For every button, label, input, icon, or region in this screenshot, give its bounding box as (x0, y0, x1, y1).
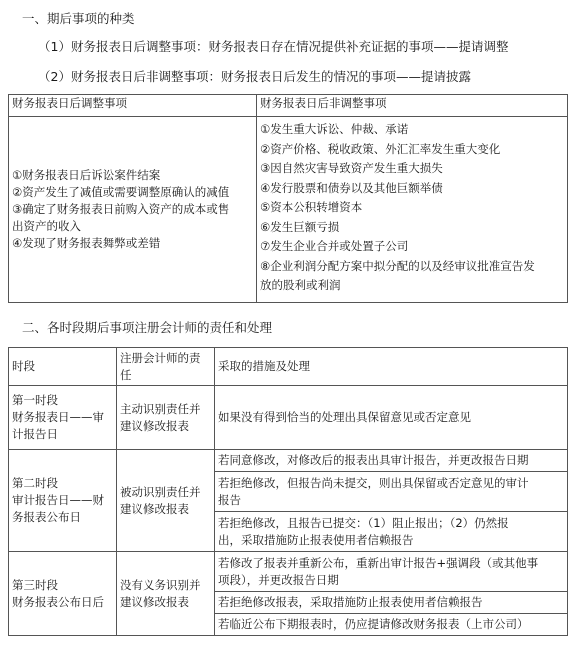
responsibility-cell: 没有义务识别并 建议修改报表 (117, 552, 215, 636)
adjusting-line: ②资产发生了减值或需要调整原确认的减值 (12, 185, 230, 199)
table2-header-measures: 采取的措施及处理 (215, 348, 568, 386)
non-adjusting-line: ④发行股票和债券以及其他巨额举债 (260, 180, 443, 195)
measure-cell: 若修改了报表并重新公布，重新出审计报告+强调段（或其他事 项段），并更改报告日期 (215, 552, 568, 592)
section1-item2: （2）财务报表日后非调整事项：财务报表日后发生的情况的事项——提请披露 (38, 69, 471, 84)
section2-title: 二、各时段期后事项注册会计师的责任和处理 (22, 320, 273, 335)
measure-cell: 若拒绝修改，且报告已提交：（1）阻止报出；（2）仍然报 出，采取措施防止报表使用者信赖报告 (215, 512, 568, 552)
responsibility-table (8, 347, 568, 636)
measure-cell: 若同意修改，对修改后的报表出具审计报告，并更改报告日期 (215, 450, 568, 472)
table2-header-responsibility: 注册会计师的责 任 (117, 348, 215, 386)
adjusting-line: ④发现了财务报表舞弊或差错 (12, 236, 161, 250)
table1-header-non-adjusting: 财务报表日后非调整事项 (257, 95, 568, 117)
period-cell: 第一时段 财务报表日——审 计报告日 (9, 386, 117, 450)
table1-header-adjusting: 财务报表日后调整事项 (9, 95, 257, 117)
non-adjusting-events-cell (257, 117, 568, 303)
non-adjusting-line: ⑥发生巨额亏损 (260, 219, 340, 234)
period-cell: 第二时段 审计报告日——财 务报表公布日 (9, 450, 117, 552)
table1-body-row (9, 117, 568, 303)
table2-header-row (9, 348, 568, 386)
section1-item1: （1）财务报表日后调整事项：财务报表日存在情况提供补充证据的事项——提请调整 (38, 39, 509, 54)
section1-title: 一、期后事项的种类 (22, 11, 135, 26)
table-row (9, 386, 568, 450)
measure-cell: 若拒绝修改，但报告尚未提交，则出具保留或否定意见的审计 报告 (215, 472, 568, 512)
table1-header-row (9, 95, 568, 117)
non-adjusting-line: ①发生重大诉讼、仲裁、承诺 (260, 122, 409, 136)
measure-cell: 如果没有得到恰当的处理出具保留意见或否定意见 (215, 386, 568, 450)
events-type-table (8, 94, 568, 303)
adjusting-events-cell (9, 117, 257, 303)
non-adjusting-line: ⑧企业利润分配方案中拟分配的以及经审议批准宣告发 (260, 258, 535, 273)
adjusting-line: ③确定了财务报表日前购入资产的成本或售 (12, 202, 230, 216)
adjusting-line: 出资产的收入 (12, 219, 81, 233)
table-row (9, 450, 568, 472)
period-cell: 第三时段 财务报表公布日后 (9, 552, 117, 636)
responsibility-cell: 主动识别责任并 建议修改报表 (117, 386, 215, 450)
measure-cell: 若拒绝修改报表，采取措施防止报表使用者信赖报告 (215, 592, 568, 614)
table-row (9, 552, 568, 592)
non-adjusting-line: ⑤资本公积转增资本 (260, 200, 363, 214)
non-adjusting-line: 放的股利或利润 (260, 278, 341, 292)
non-adjusting-line: ⑦发生企业合并或处置子公司 (260, 239, 409, 253)
measure-cell: 若临近公布下期报表时，仍应提请修改财务报表（上市公司） (215, 614, 568, 636)
non-adjusting-line: ②资产价格、税收政策、外汇汇率发生重大变化 (260, 141, 501, 156)
responsibility-cell: 被动识别责任并 建议修改报表 (117, 450, 215, 552)
table2-header-period: 时段 (9, 348, 117, 386)
adjusting-line: ①财务报表日后诉讼案件结案 (12, 168, 161, 182)
non-adjusting-line: ③因自然灾害导致资产发生重大损失 (260, 161, 443, 175)
